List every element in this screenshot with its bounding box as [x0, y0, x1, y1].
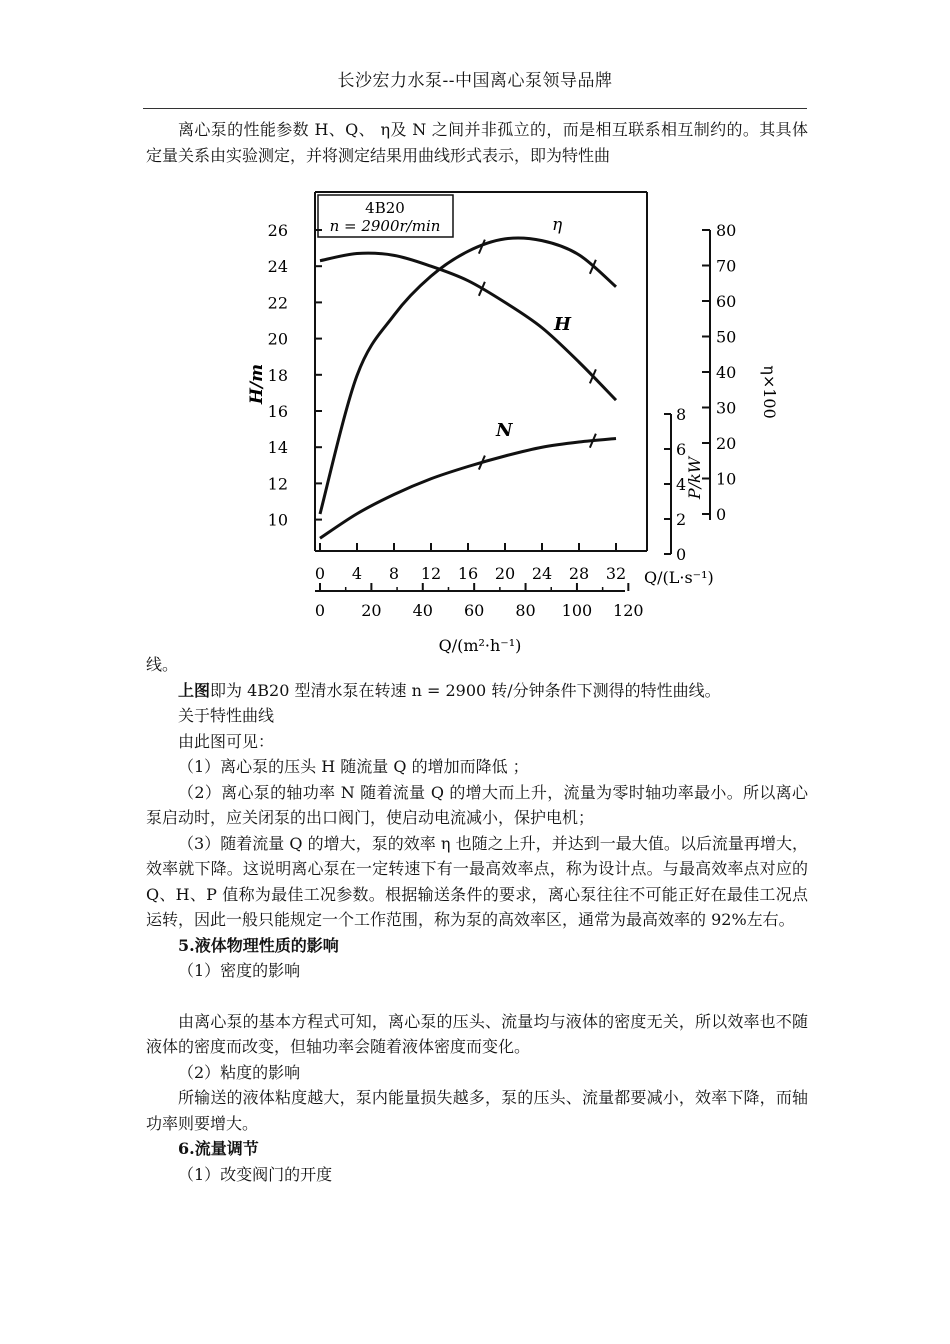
- header-divider: [143, 108, 807, 109]
- x-tick-label: 16: [457, 564, 479, 583]
- p-tick-label: 0: [676, 545, 687, 564]
- x-tick-label: 8: [388, 564, 400, 583]
- x-tick-label: 20: [494, 564, 516, 583]
- eta-axis-label: η×100: [760, 365, 779, 419]
- paragraph-point-3: （3）随着流量 Q 的增大，泵的效率 η 也随之上升，并达到一最大值。以后流量再增大，效率就下降。这说明离心泵在一定转速下有一最高效率点，称为设计点。与最高效率点对应的 Q、H、P 值称为最佳工况参数。根据输送条件的要求，离心泵往往不可能正好在最佳工况点运转，因此一般只能规定一个工作范围，称为泵的高效率区，通常为最高效率的 92%左右。: [146, 833, 808, 929]
- paragraph-about-curves: 关于特性曲线: [178, 706, 275, 725]
- eta-tick-label: 20: [716, 434, 737, 453]
- paragraph-density: （1）密度的影响: [178, 961, 301, 980]
- series-h-label: H: [554, 314, 572, 335]
- x2-axis-label: Q/(m²·h⁻¹): [438, 636, 522, 655]
- series-n-line: [320, 439, 616, 539]
- x2-tick-label: 60: [463, 601, 485, 620]
- series-h-line: [320, 253, 616, 400]
- p-tick-label: 8: [676, 405, 687, 424]
- eta-tick-label: 0: [716, 505, 727, 524]
- p-tick-label: 4: [676, 475, 687, 494]
- x-tick-label: 24: [531, 564, 553, 583]
- intro-paragraph: [146, 117, 808, 168]
- x2-tick-label: 40: [412, 601, 433, 620]
- body-text: [146, 652, 808, 1187]
- x2-tick-label: 0: [314, 601, 326, 620]
- eta-tick-label: 40: [716, 363, 737, 382]
- chart-title: 4B20: [365, 199, 405, 217]
- series-eta-label: η: [552, 215, 563, 235]
- characteristic-curve-chart: [230, 186, 779, 656]
- x2-tick-label: 20: [361, 601, 382, 620]
- p-tick-label: 2: [676, 510, 687, 529]
- h-tick-label: 12: [267, 474, 288, 494]
- h-tick-label: 20: [267, 329, 288, 349]
- figure-caption: [146, 678, 808, 704]
- eta-tick-label: 50: [716, 327, 737, 347]
- x2-tick-label: 100: [561, 601, 593, 620]
- paragraph-point-1: （1）离心泵的压头 H 随流量 Q 的增加而降低 ；: [178, 757, 529, 776]
- h-tick-label: 16: [267, 402, 288, 421]
- heading-section-6: 6.流量调节: [178, 1139, 259, 1158]
- x2-tick-label: 80: [515, 601, 536, 620]
- series-n-label: N: [496, 420, 513, 441]
- x-tick-label: 4: [351, 564, 363, 583]
- eta-tick-label: 10: [716, 469, 737, 489]
- h-tick-label: 14: [267, 438, 288, 458]
- x-tick-label: 32: [605, 564, 627, 583]
- eta-tick-label: 80: [716, 221, 737, 240]
- x-axis-label: Q/(L·s⁻¹): [644, 568, 714, 587]
- figure-caption-rest: 即为 4B20 型清水泵在转速 n = 2900 转/分钟条件下测得的特性曲线。: [210, 680, 721, 700]
- paragraph-point-2: （2）离心泵的轴功率 N 随着流量 Q 的增大而上升，流量为零时轴功率最小。所以离心泵启动时，应关闭泵的出口阀门，使启动电流减小，保护电机；: [146, 782, 808, 827]
- paragraph-valve: （1）改变阀门的开度: [178, 1164, 333, 1184]
- h-tick-label: 26: [267, 221, 288, 240]
- eta-tick-label: 70: [716, 256, 737, 276]
- x2-tick-label: 120: [613, 601, 644, 620]
- h-tick-label: 10: [267, 510, 288, 530]
- p-tick-label: 6: [676, 440, 687, 459]
- eta-tick-label: 30: [716, 398, 737, 418]
- h-tick-label: 22: [267, 293, 288, 313]
- eta-tick-label: 60: [716, 292, 737, 311]
- x-tick-label: 0: [314, 564, 326, 583]
- chart-subtitle: n = 2900r/min: [329, 217, 441, 235]
- figure-caption-lead: 上图: [178, 680, 211, 700]
- x-tick-label: 12: [420, 564, 442, 583]
- h-tick-label: 24: [267, 257, 288, 277]
- heading-section-5: 5.液体物理性质的影响: [178, 935, 339, 955]
- intro-text: 离心泵的性能参数 H、Q、 η及 N 之间并非孤立的，而是相互联系相互制约的。其具体定量关系由实验测定，并将测定结果用曲线形式表示，即为特性曲: [146, 120, 808, 165]
- x-tick-label: 28: [568, 564, 590, 583]
- paragraph-viscosity-detail: 所输送的液体粘度越大，泵内能量损失越多，泵的压头、流量都要减小，效率下降，而轴功率则要增大。: [146, 1088, 808, 1133]
- paragraph-observations: 由此图可见：: [178, 731, 275, 751]
- paragraph-viscosity: （2）粘度的影响: [178, 1062, 301, 1082]
- h-axis-label: H/m: [247, 363, 267, 405]
- p-axis-label: P/kW: [685, 456, 704, 500]
- h-tick-label: 18: [267, 365, 288, 385]
- intro-end-text: 线。: [146, 655, 179, 674]
- paragraph-density-detail: 由离心泵的基本方程式可知，离心泵的压头、流量均与液体的密度无关，所以效率也不随液体的密度而改变，但轴功率会随着液体密度而变化。: [146, 1011, 808, 1056]
- header-title: 长沙宏力水泵--中国离心泵领导品牌: [337, 71, 613, 91]
